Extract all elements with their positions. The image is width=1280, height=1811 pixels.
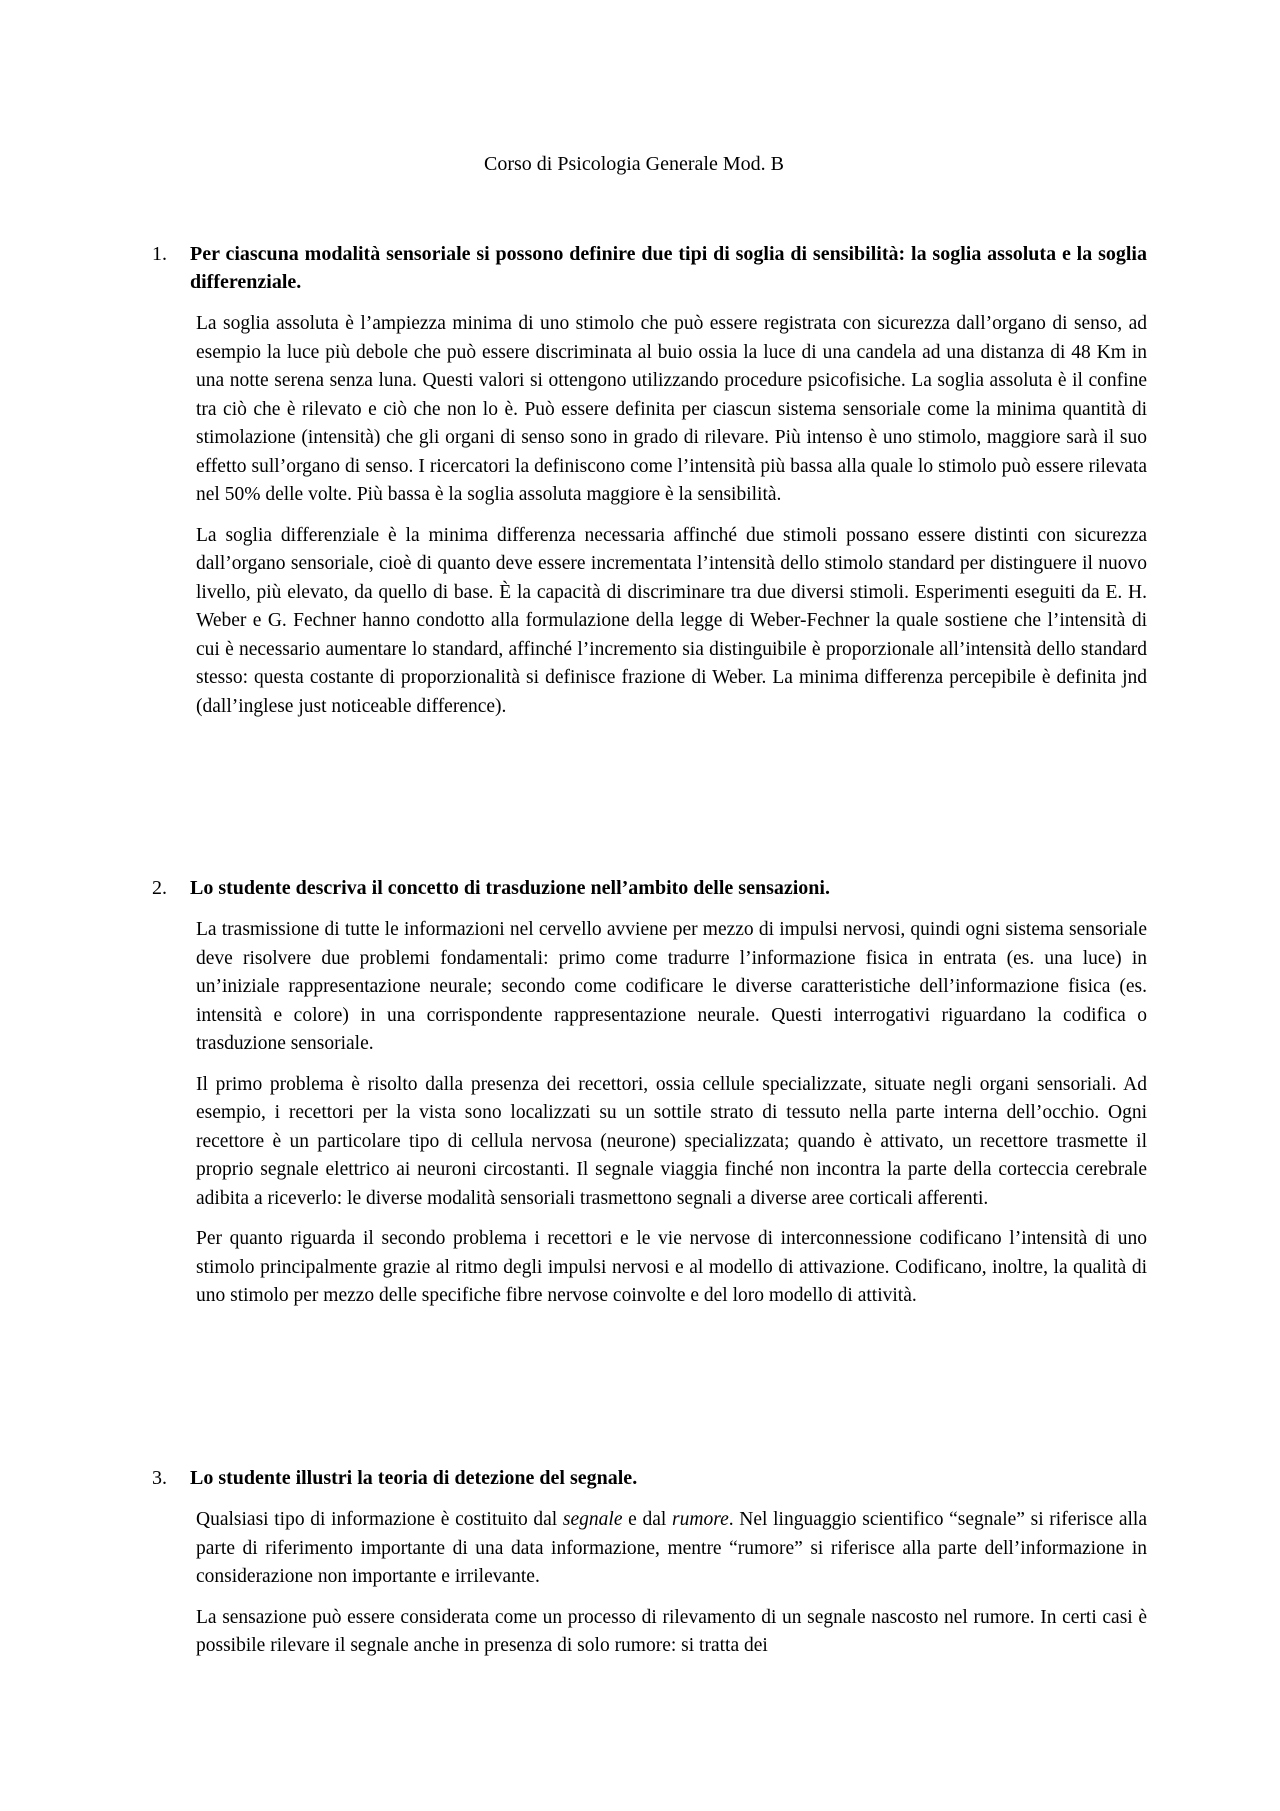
text-run: e dal [622, 1509, 673, 1530]
document-title: Corso di Psicologia Generale Mod. B [484, 153, 784, 175]
question-1 [152, 240, 1147, 296]
question-number: 2. [152, 877, 167, 899]
question-text: Lo studente illustri la teoria di detezione del segnale. [190, 1467, 638, 1489]
question-number: 3. [152, 1467, 167, 1489]
emphasis-rumore: rumore [672, 1509, 729, 1530]
section-1 [152, 240, 1147, 721]
section-2 [152, 874, 1147, 1311]
emphasis-segnale: segnale [562, 1509, 623, 1530]
section-3 [152, 1464, 1147, 1661]
answer-paragraph: La sensazione può essere considerata come un processo di rilevamento di un segnale nascosto nel rumore. In certi casi è possibile rilevare il segnale anche in presenza di solo rumore: si tratta dei [196, 1606, 1147, 1656]
answer-paragraph [196, 1506, 1147, 1592]
answer-3 [196, 1506, 1147, 1661]
text-run: Qualsiasi tipo di informazione è costituito dal [196, 1509, 563, 1530]
text-run: . Nel linguaggio scientifico “segnale” si riferisce alla parte di riferimento importante di una data informazione, mentre “rumore” si riferisce alla parte dell’informazione in considerazione non importante e irrilevante. [196, 1509, 1148, 1587]
question-text: Per ciascuna modalità sensoriale si possono definire due tipi di soglia di sensibilità: la soglia assoluta e la soglia differenziale. [190, 243, 1147, 293]
answer-paragraph: La soglia assoluta è l’ampiezza minima di uno stimolo che può essere registrata con sicurezza dall’organo di senso, ad esempio la luce più debole che può essere discriminata al buio ossia la luce di una candela ad una distanza di 48 Km in una notte serena senza luna. Questi valori si ottengono utilizzando procedure psicofisiche. La soglia assoluta è il confine tra ciò che è rilevato e ciò che non lo è. Può essere definita per ciascun sistema sensoriale come la minima quantità di stimolazione (intensità) che gli organi di senso sono in grado di rilevare. Più intenso è uno stimolo, maggiore sarà il suo effetto sull’organo di senso. I ricercatori la definiscono come l’intensità più bassa alla quale lo stimolo può essere rilevata nel 50% delle volte. Più bassa è la soglia assoluta maggiore è la sensibilità. [196, 313, 1147, 505]
answer-paragraph: Per quanto riguarda il secondo problema i recettori e le vie nervose di interconnessione codificano l’intensità di uno stimolo principalmente grazie al ritmo degli impulsi nervosi e al modello di attivazione. Codificano, inoltre, la qualità di uno stimolo per mezzo delle specifiche fibre nervose coinvolte e del loro modello di attività. [196, 1228, 1147, 1306]
answer-paragraph: La trasmissione di tutte le informazioni nel cervello avviene per mezzo di impulsi nervosi, quindi ogni sistema sensoriale deve risolvere due problemi fondamentali: primo come tradurre l’informazione fisica in entrata (es. una luce) in un’iniziale rappresentazione neurale; secondo come codificare le diverse caratteristiche dell’informazione fisica (es. intensità e colore) in una corrispondente rappresentazione neurale. Questi interrogativi riguardano la codifica o trasduzione sensoriale. [196, 919, 1147, 1054]
answer-1 [196, 310, 1147, 721]
question-text: Lo studente descriva il concetto di trasduzione nell’ambito delle sensazioni. [190, 877, 830, 899]
answer-2 [196, 916, 1147, 1311]
question-3 [152, 1464, 1147, 1492]
answer-paragraph: La soglia differenziale è la minima differenza necessaria affinché due stimoli possano essere distinti con sicurezza dall’organo sensoriale, cioè di quanto deve essere incrementata l’intensità dello stimolo standard per distinguere il nuovo livello, più elevato, da quello di base. È la capacità di discriminare tra due diversi stimoli. Esperimenti eseguiti da E. H. Weber e G. Fechner hanno condotto alla formulazione della legge di Weber-Fechner la quale sostiene che l’intensità di cui è necessario aumentare lo standard, affinché l’incremento sia distinguibile è proporzionale all’intensità dello standard stesso: questa costante di proporzionalità si definisce frazione di Weber. La minima differenza percepibile è definita jnd (dall’inglese just noticeable difference). [196, 524, 1147, 717]
answer-paragraph: Il primo problema è risolto dalla presenza dei recettori, ossia cellule specializzate, situate negli organi sensoriali. Ad esempio, i recettori per la vista sono localizzati su un sottile strato di tessuto nella parte interna dell’occhio. Ogni recettore è un particolare tipo di cellula nervosa (neurone) specializzata; quando è attivato, un recettore trasmette il proprio segnale elettrico ai neuroni circostanti. Il segnale viaggia finché non incontra la parte della corteccia cerebrale adibita a riceverlo: le diverse modalità sensoriali trasmettono segnali a diverse aree corticali afferenti. [196, 1073, 1147, 1209]
question-2 [152, 874, 1147, 902]
question-number: 1. [152, 243, 167, 265]
